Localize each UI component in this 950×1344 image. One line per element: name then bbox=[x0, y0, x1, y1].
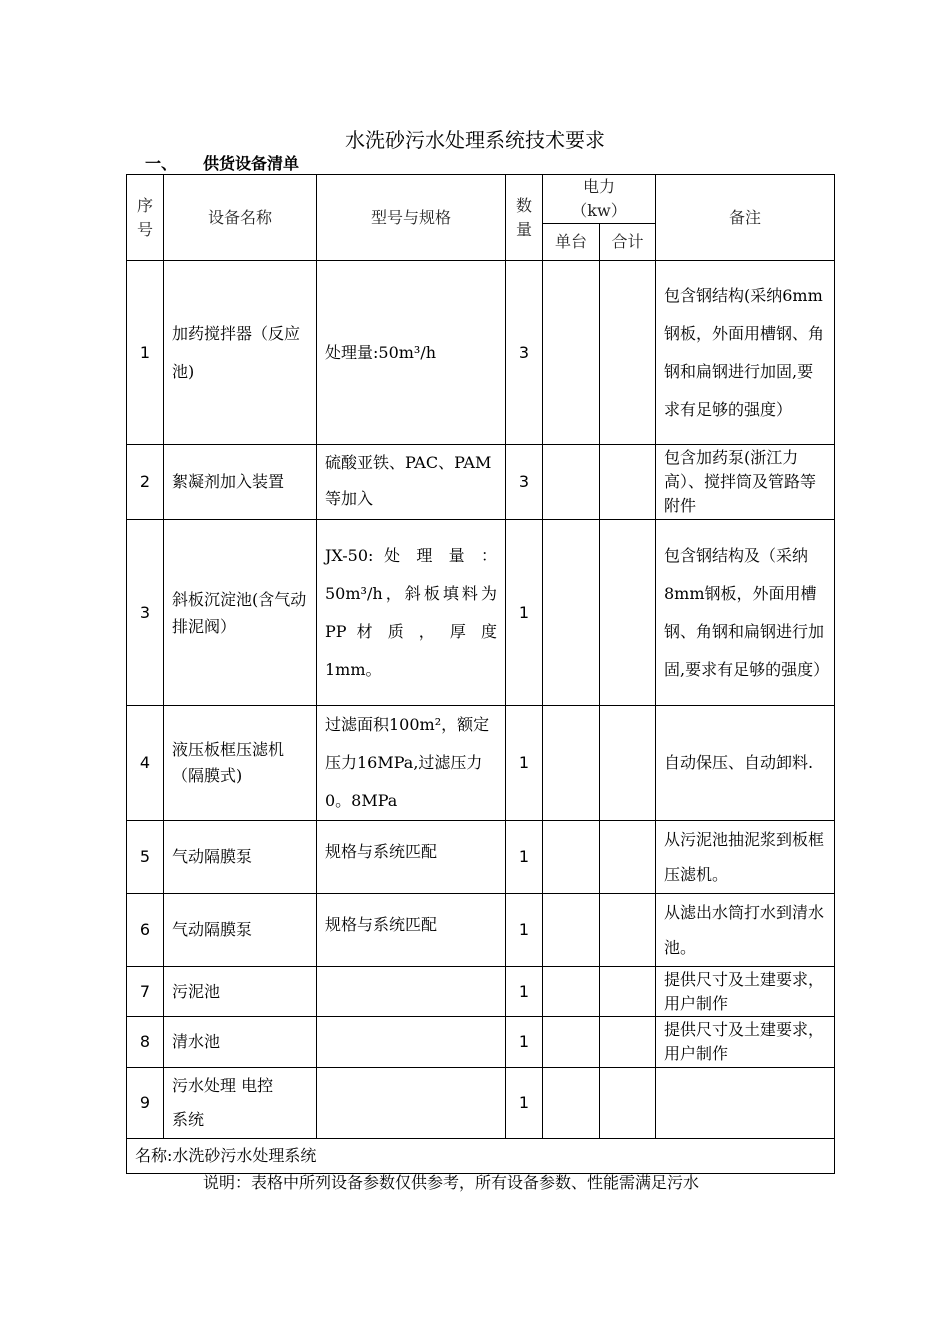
row-model bbox=[317, 967, 506, 1017]
row-seq: 3 bbox=[127, 520, 164, 706]
row-model: 过滤面积100m²，额定压力16MPa,过滤压力0。8MPa bbox=[317, 706, 506, 821]
table-row bbox=[127, 706, 835, 821]
page-title: 水洗砂污水处理系统技术要求 bbox=[345, 128, 605, 152]
row-qty: 1 bbox=[506, 706, 543, 821]
row-seq: 6 bbox=[127, 894, 164, 967]
row-qty: 1 bbox=[506, 520, 543, 706]
header-remark: 备注 bbox=[656, 175, 835, 261]
row-model: 处理量:50m³/h bbox=[317, 261, 506, 445]
section-label: 供货设备清单 bbox=[203, 154, 300, 173]
row-name: 清水池 bbox=[164, 1017, 317, 1068]
table-row bbox=[127, 894, 835, 967]
header-unit: 单台 bbox=[543, 224, 600, 261]
header-seq: 序号 bbox=[127, 175, 164, 261]
table-row bbox=[127, 1017, 835, 1068]
row-qty: 3 bbox=[506, 261, 543, 445]
header-model: 型号与规格 bbox=[317, 175, 506, 261]
table-row bbox=[127, 445, 835, 520]
row-total-power bbox=[600, 967, 656, 1017]
row-remark: 从污泥池抽泥浆到板框压滤机。 bbox=[656, 821, 835, 894]
row-remark: 从滤出水筒打水到清水池。 bbox=[656, 894, 835, 967]
row-name: 斜板沉淀池(含气动排泥阀） bbox=[164, 520, 317, 706]
row-remark: 提供尺寸及土建要求，用户制作 bbox=[656, 1017, 835, 1068]
header-total: 合计 bbox=[600, 224, 656, 261]
row-unit-power bbox=[543, 821, 600, 894]
row-seq: 7 bbox=[127, 967, 164, 1017]
row-seq: 9 bbox=[127, 1068, 164, 1139]
table-footer: 名称:水洗砂污水处理系统 bbox=[127, 1139, 835, 1174]
table-row bbox=[127, 821, 835, 894]
row-unit-power bbox=[543, 706, 600, 821]
row-model bbox=[317, 1068, 506, 1139]
row-unit-power bbox=[543, 894, 600, 967]
row-model: 硫酸亚铁、PAC、PAM等加入 bbox=[317, 445, 506, 520]
table-row bbox=[127, 967, 835, 1017]
row-total-power bbox=[600, 261, 656, 445]
row-remark: 包含钢结构及（采纳8mm钢板，外面用槽钢、角钢和扁钢进行加固,要求有足够的强度） bbox=[656, 520, 835, 706]
equipment-table bbox=[126, 174, 835, 1174]
header-name: 设备名称 bbox=[164, 175, 317, 261]
row-remark bbox=[656, 1068, 835, 1139]
row-unit-power bbox=[543, 520, 600, 706]
row-total-power bbox=[600, 520, 656, 706]
row-unit-power bbox=[543, 261, 600, 445]
section-number: 一、 bbox=[145, 154, 178, 173]
row-qty: 1 bbox=[506, 1017, 543, 1068]
row-seq: 4 bbox=[127, 706, 164, 821]
row-qty: 1 bbox=[506, 821, 543, 894]
row-total-power bbox=[600, 894, 656, 967]
row-model: 规格与系统匹配 bbox=[317, 894, 506, 967]
row-seq: 8 bbox=[127, 1017, 164, 1068]
row-remark: 包含钢结构(采纳6mm钢板，外面用槽钢、角钢和扁钢进行加固,要求有足够的强度） bbox=[656, 261, 835, 445]
row-model: JX-50: 处 理 量 ：50m³/h，斜板填料为PP 材 质 ， 厚 度 1mm。 bbox=[317, 520, 506, 706]
row-total-power bbox=[600, 1068, 656, 1139]
row-qty: 1 bbox=[506, 894, 543, 967]
row-name: 气动隔膜泵 bbox=[164, 894, 317, 967]
row-model bbox=[317, 1017, 506, 1068]
row-seq: 2 bbox=[127, 445, 164, 520]
header-qty: 数量 bbox=[506, 175, 543, 261]
row-qty: 3 bbox=[506, 445, 543, 520]
row-unit-power bbox=[543, 1017, 600, 1068]
row-remark: 提供尺寸及土建要求，用户制作 bbox=[656, 967, 835, 1017]
row-model: 规格与系统匹配 bbox=[317, 821, 506, 894]
table-row bbox=[127, 1068, 835, 1139]
note-text: 说明：表格中所列设备参数仅供参考，所有设备参数、性能需满足污水 bbox=[203, 1173, 700, 1192]
row-seq: 5 bbox=[127, 821, 164, 894]
row-total-power bbox=[600, 1017, 656, 1068]
row-name: 加药搅拌器（反应池) bbox=[164, 261, 317, 445]
section-heading bbox=[145, 151, 299, 174]
table-row bbox=[127, 520, 835, 706]
row-name: 污水处理 电控系统 bbox=[164, 1068, 317, 1139]
row-unit-power bbox=[543, 1068, 600, 1139]
row-unit-power bbox=[543, 967, 600, 1017]
row-name: 液压板框压滤机（隔膜式) bbox=[164, 706, 317, 821]
row-qty: 1 bbox=[506, 1068, 543, 1139]
row-remark: 自动保压、自动卸料. bbox=[656, 706, 835, 821]
table-row bbox=[127, 261, 835, 445]
row-total-power bbox=[600, 706, 656, 821]
row-name: 絮凝剂加入装置 bbox=[164, 445, 317, 520]
row-total-power bbox=[600, 445, 656, 520]
row-remark: 包含加药泵(浙江力高）、搅拌筒及管路等附件 bbox=[656, 445, 835, 520]
row-name: 污泥池 bbox=[164, 967, 317, 1017]
row-name: 气动隔膜泵 bbox=[164, 821, 317, 894]
row-total-power bbox=[600, 821, 656, 894]
row-qty: 1 bbox=[506, 967, 543, 1017]
row-seq: 1 bbox=[127, 261, 164, 445]
row-unit-power bbox=[543, 445, 600, 520]
header-power: 电力（kw） bbox=[543, 175, 656, 224]
